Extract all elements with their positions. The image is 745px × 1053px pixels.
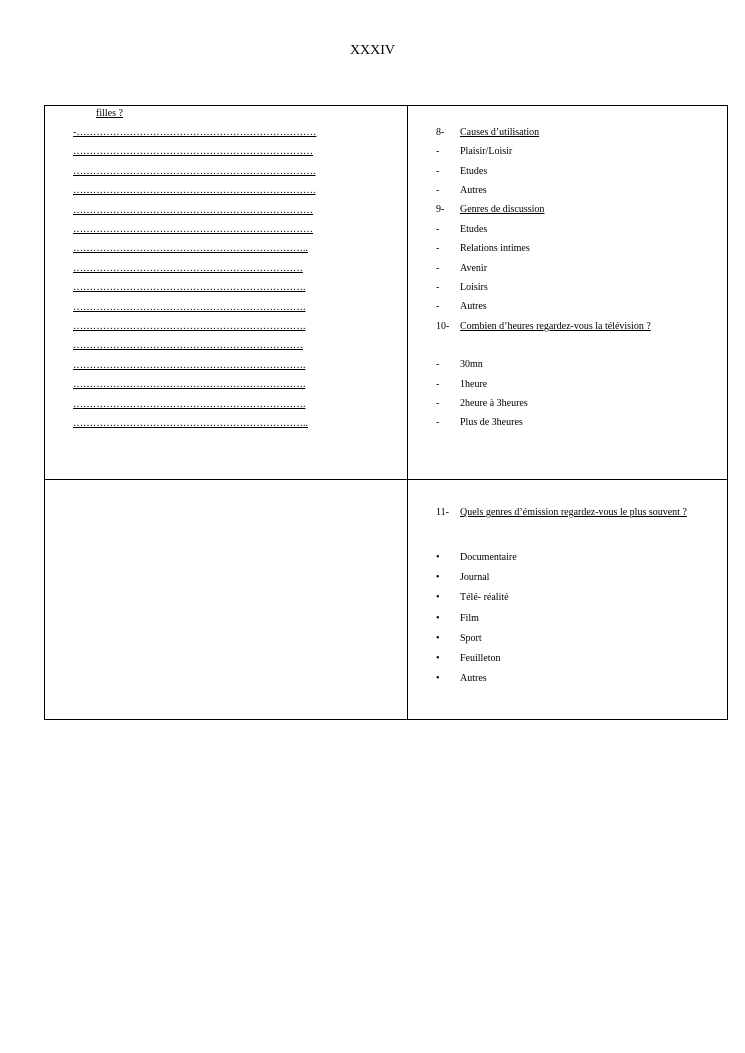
item-text: 1heure [460, 379, 488, 390]
answer-line: ………………………………………………………………. [73, 185, 316, 197]
item-marker: - [436, 379, 440, 390]
option-item [436, 613, 479, 625]
item-text: 30mn [460, 359, 483, 370]
item-text: Combien d’heures regardez-vous la télévision ? [460, 321, 651, 332]
answer-line: ……………………………………………………………. [73, 321, 306, 332]
question-item [436, 127, 539, 139]
option-item [436, 633, 482, 645]
option-item [436, 263, 487, 275]
item-text: Etudes [460, 166, 488, 177]
item-text: Relations intimes [460, 243, 530, 254]
option-item [436, 592, 509, 604]
item-marker: - [436, 146, 440, 157]
option-text: Feuilleton [460, 653, 501, 664]
item-text: 2heure à 3heures [460, 398, 528, 409]
item-text: Autres [460, 185, 487, 196]
option-item [436, 673, 487, 685]
item-text: Loisirs [460, 282, 488, 293]
cell-questions-8-10 [408, 106, 727, 479]
bullet-icon: • [436, 673, 440, 685]
answer-line: ……………………………………………………………. [73, 282, 306, 294]
option-item [436, 146, 512, 158]
item-marker: - [436, 166, 440, 177]
option-item [436, 301, 487, 313]
option-item [436, 166, 487, 178]
option-item [436, 398, 528, 410]
item-marker: - [436, 263, 440, 274]
option-item [436, 282, 488, 294]
option-item [436, 359, 483, 371]
answer-line: ……………………………………………………………. [73, 301, 306, 313]
question-marker: 11- [436, 507, 449, 518]
item-text: Avenir [460, 263, 488, 274]
item-text: Plaisir/Loisir [460, 146, 513, 157]
bullet-icon: • [436, 572, 440, 584]
answer-line: ……………………………………………………………. [73, 398, 306, 410]
bullet-icon: • [436, 552, 440, 563]
option-item [436, 185, 487, 197]
answer-line: ……………………………………………………………… [73, 204, 313, 216]
item-text: Autres [460, 301, 487, 312]
bullet-icon: • [436, 653, 440, 664]
answer-line: -……………………………………………………………… [73, 127, 317, 138]
option-text: Film [460, 612, 479, 624]
question-11 [436, 507, 687, 519]
option-item [436, 224, 487, 236]
questionnaire-table [44, 105, 728, 720]
item-text: Etudes [460, 224, 488, 235]
option-item [436, 243, 530, 255]
item-marker: - [436, 243, 440, 254]
answer-line: ………………………………………………………………. [73, 165, 316, 177]
cell-answer-lines [45, 106, 407, 479]
answer-line: ……………………………………………………………. [73, 359, 306, 371]
option-text: Autres [460, 673, 487, 685]
option-text: Documentaire [460, 552, 517, 563]
item-marker: 9- [436, 204, 445, 215]
option-item [436, 552, 517, 564]
item-marker: - [436, 282, 440, 293]
item-marker: - [436, 359, 440, 370]
question-text: Quels genres d’émission regardez-vous le plus souvent ? [460, 507, 687, 518]
option-item [436, 379, 487, 391]
option-text: Sport [460, 632, 482, 644]
option-item [436, 653, 501, 665]
answer-line: …………………………………………………………….. [73, 243, 308, 255]
cell-heading: filles ? [96, 108, 123, 119]
page-number: XXXIV [349, 43, 396, 58]
item-marker: - [436, 398, 440, 409]
answer-line: …………………………………………………………….. [73, 418, 308, 429]
question-item [436, 321, 651, 333]
item-marker: - [436, 224, 440, 235]
item-marker: - [436, 417, 440, 428]
answer-line: …………………………………………………………… [73, 262, 303, 274]
item-marker: - [436, 185, 440, 196]
answer-line: …………………………………………………………… [73, 340, 303, 352]
item-marker: 10- [436, 321, 450, 332]
question-item [436, 204, 544, 216]
item-text: Genres de discussion [460, 204, 545, 215]
bullet-icon: • [436, 592, 440, 604]
item-marker: 8- [436, 127, 445, 138]
bullet-icon: • [436, 632, 440, 644]
item-text: Plus de 3heures [460, 417, 523, 428]
answer-line: ……………………………………………………………… [73, 146, 313, 158]
option-text: Télé- réalité [460, 592, 509, 604]
answer-line: ……………………………………………………………… [73, 224, 313, 235]
item-text: Causes d’utilisation [460, 127, 540, 138]
option-item [436, 417, 523, 429]
item-marker: - [436, 301, 440, 312]
bullet-icon: • [436, 612, 440, 624]
answer-line: ……………………………………………………………. [73, 379, 306, 391]
cell-question-11 [408, 480, 727, 719]
option-text: Journal [460, 572, 490, 584]
option-item [436, 572, 489, 584]
